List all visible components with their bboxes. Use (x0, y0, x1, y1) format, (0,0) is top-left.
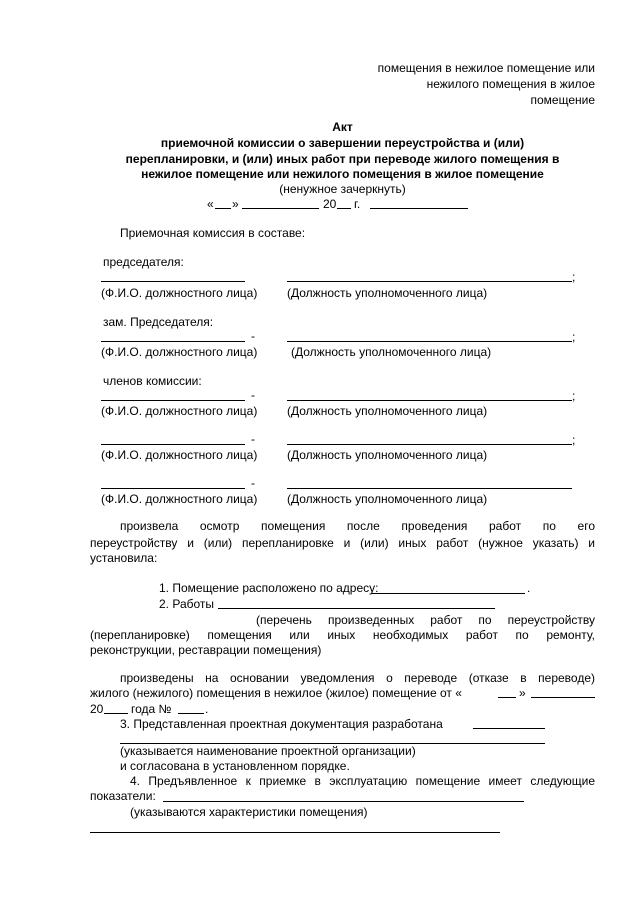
item-4-line-2: показатели: (90, 789, 156, 803)
member-2-fio-blank (101, 444, 245, 445)
item-2-caption-2: (перепланировке) помещения или иных необходимых работ по ремонту, (90, 628, 595, 642)
day-blank (215, 208, 231, 209)
chairman-label: председателя: (103, 255, 184, 269)
strike-note: (ненужное зачеркнуть) (279, 182, 406, 196)
basis-number-label: года № (131, 702, 172, 716)
year-prefix: 20 (323, 197, 337, 211)
commission-intro: Приемочная комиссия в составе: (120, 226, 306, 240)
document-title: Акт (332, 120, 353, 134)
item-2-text: 2. Работы (159, 597, 215, 611)
title-line-2: перепланировки, и (или) иных работ при переводе жилого помещения в (125, 152, 560, 166)
basis-quote-close: » (519, 686, 526, 700)
member-1-semicolon: ; (572, 389, 576, 403)
deputy-fio-blank (101, 341, 245, 342)
member-2-dash: - (251, 432, 255, 446)
basis-year-prefix: 20 (90, 702, 104, 716)
date-open-quote: « (207, 197, 214, 211)
item-1-text: 1. Помещение расположено по адресу: (159, 581, 379, 595)
member-3-dash: - (251, 476, 255, 490)
chairman-position-blank (287, 281, 572, 282)
notice-number-blank (178, 713, 204, 714)
deputy-semicolon: ; (572, 330, 576, 344)
member-3-position-caption: (Должность уполномоченного лица) (287, 492, 488, 506)
notice-month-blank (531, 697, 595, 698)
deputy-label: зам. Председателя: (103, 315, 214, 329)
member-1-fio-caption: (Ф.И.О. должностного лица) (101, 404, 258, 418)
item-3-text: 3. Представленная проектная документация разработана (120, 717, 443, 731)
item-2-caption-1: (перечень произведенных работ по переустройству (256, 613, 595, 627)
address-blank (371, 593, 525, 594)
item-3-caption: (указывается наименование проектной организации) (120, 744, 416, 758)
works-blank (218, 608, 495, 609)
inspection-line-1: произвела осмотр помещения после проведения работ по его (120, 519, 595, 533)
deputy-fio-caption: (Ф.И.О. должностного лица) (101, 345, 258, 359)
basis-line-1: произведены на основании уведомления о переводе (отказе в переводе) (120, 671, 595, 685)
header-note-line-1: помещения в нежилое помещение или (377, 61, 595, 75)
inspection-line-2: переустройству и (или) перепланировке и (или) иных работ (нужное указать) и (90, 536, 595, 550)
year-suffix: г. (354, 197, 361, 211)
inspection-line-3: установила: (90, 551, 158, 565)
deputy-position-blank (287, 341, 572, 342)
item-1-end: . (527, 581, 531, 595)
notice-day-blank (498, 697, 516, 698)
chairman-fio-caption: (Ф.И.О. должностного лица) (101, 286, 258, 300)
place-blank (370, 208, 468, 209)
item-4-line-1: 4. Предъявленное к приемке в эксплуатацию помещение имеет следующие (130, 774, 595, 788)
member-3-position-blank (287, 488, 572, 489)
deputy-dash: - (251, 329, 255, 343)
member-1-position-caption: (Должность уполномоченного лица) (287, 404, 488, 418)
title-line-3: нежилое помещение или нежилого помещения в жилое помещение (141, 167, 544, 181)
notice-year-blank (104, 713, 128, 714)
design-org-blank-1 (473, 728, 545, 729)
item-4-caption: (указываются характеристики помещения) (130, 805, 368, 819)
year-blank (337, 208, 351, 209)
chairman-position-caption: (Должность уполномоченного лица) (287, 286, 488, 300)
header-note-line-3: помещение (530, 93, 595, 107)
basis-line-2-prefix: жилого (нежилого) помещения в нежилое (жилое) помещение от « (90, 686, 462, 700)
deputy-position-caption: (Должность уполномоченного лица) (291, 345, 492, 359)
members-label: членов комиссии: (103, 374, 202, 388)
member-1-dash: - (251, 388, 255, 402)
member-3-fio-blank (101, 488, 245, 489)
item-3-agreed: и согласована в установленном порядке. (120, 759, 350, 773)
chairman-fio-blank (101, 281, 245, 282)
date-close-quote: » (232, 197, 239, 211)
month-blank (242, 208, 319, 209)
member-1-position-blank (287, 400, 572, 401)
characteristics-blank-2 (90, 832, 500, 833)
basis-end: . (205, 702, 209, 716)
member-1-fio-blank (101, 400, 245, 401)
header-note-line-2: нежилого помещения в жилое (426, 77, 595, 91)
title-line-1: приемочной комиссии о завершении переустройства и (или) (160, 136, 525, 150)
characteristics-blank-1 (163, 801, 524, 802)
member-2-fio-caption: (Ф.И.О. должностного лица) (101, 448, 258, 462)
chairman-semicolon: ; (572, 270, 576, 284)
member-2-position-blank (287, 444, 572, 445)
member-2-position-caption: (Должность уполномоченного лица) (287, 448, 488, 462)
member-3-fio-caption: (Ф.И.О. должностного лица) (101, 492, 258, 506)
member-2-semicolon: ; (572, 433, 576, 447)
item-2-caption-3: реконструкции, реставрации помещения) (90, 643, 322, 657)
